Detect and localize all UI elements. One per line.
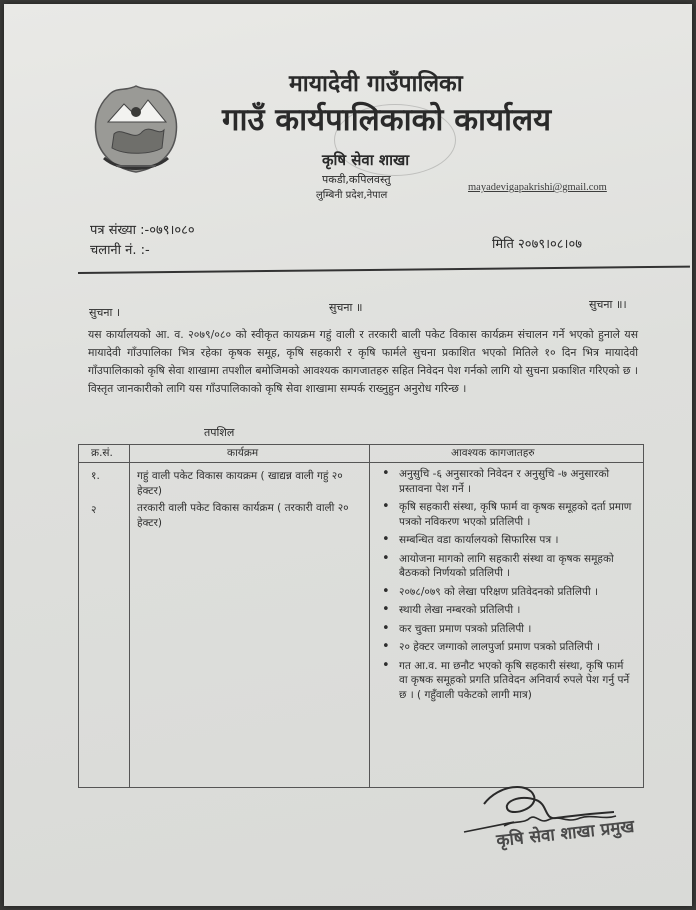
nepal-emblem-icon	[86, 82, 186, 178]
list-item: • कर चुक्ता प्रमाण पत्रको प्रतिलिपी ।	[377, 622, 635, 637]
required-documents-list	[377, 467, 635, 706]
notice-heading-right: सुचना ॥।	[589, 298, 627, 311]
email-link[interactable]: mayadevigapakrishi@gmail.com	[468, 182, 607, 193]
list-item: • २०७८/०७९ को लेखा परिक्षण प्रतिवेदनको प्रतिलिपी ।	[377, 585, 635, 600]
list-item: • आयोजना मागको लागि सहकारी संस्था वा कृषक समूहको बैठकको निर्णयको प्रतिलिपी ।	[377, 552, 635, 581]
row-1-serial: १.	[91, 470, 100, 482]
dispatch-number: चलानी नं. :-	[90, 243, 150, 258]
notice-heading-left: सुचना ।	[89, 306, 121, 319]
column-divider	[129, 445, 130, 787]
row-1-program: गहुं वाली पकेट विकास कायक्रम ( खाद्यन्न वाली गहुं २० हेक्टर)	[137, 470, 343, 497]
office-title: गाउँ कार्यपालिकाको कार्यालय	[222, 102, 552, 138]
signatory-title: कृषि सेवा शाखा प्रमुख	[495, 816, 636, 852]
header-program: कार्यक्रम	[227, 447, 259, 459]
office-name: मायादेवी गाउँपालिका	[289, 71, 463, 97]
list-item: • गत आ.व. मा छनौट भएको कृषि सहकारी संस्था, कृषि फार्म वा कृषक समूहको प्रगति प्रतिवेदन अनिवार्य रुपले पेश गर्नु पर्ने छ । ( गहुँवाली पकेटको लागी मात्र)	[377, 659, 635, 703]
requirements-table	[78, 444, 644, 788]
list-item: • सम्बन्धित वडा कार्यालयको सिफारिस पत्र ।	[377, 533, 635, 548]
column-divider	[369, 445, 370, 787]
notice-heading-middle: सुचना ॥	[329, 301, 363, 314]
header-documents: आवश्यक कागजातहरु	[451, 447, 535, 459]
reference-number: पत्र संख्या :-०७९।०८०	[90, 223, 195, 238]
header-serial: क्र.सं.	[91, 447, 113, 459]
branch-name: कृषि सेवा शाखा	[322, 151, 410, 169]
date: मिति २०७९।०८।०७	[492, 237, 582, 252]
header-divider	[78, 266, 690, 274]
row-2-program: तरकारी वाली पकेट विकास कार्यक्रम ( तरकारी वाली २० हेक्टर)	[137, 502, 349, 529]
notice-document	[4, 4, 692, 906]
address-line-2: लुम्बिनी प्रदेश,नेपाल	[316, 190, 388, 201]
notice-body: यस कार्यालयको आ. व. २०७९/०८० को स्वीकृत कायक्रम गहुं वाली र तरकारी बाली पकेट विकास कार्यक्रम संचालन गर्ने भएको हुनाले यस मायादेवी गाँउपालिका भित्र रहेका कृषक समूह, कृषि सहकारी र कृषि फार्मले सुचना प्रकाशित भएको मितिले १० दिन भित्र मायादेवी गाँउपालिकाको कृषि सेवा शाखामा तपशील बमोजिमको आवश्यक कागजातहरु सहित निवेदन पेश गर्नको लागि यो सुचना प्रकाशित गरिएको छ । विस्तृत जानकारीको लागि यस गाँउपालिकाको कृषि सेवा शाखामा सम्पर्क राख्नुहुन अनुरोध गरिन्छ ।	[88, 328, 638, 395]
row-2-serial: २	[91, 504, 97, 516]
header-divider-line	[79, 462, 643, 463]
address-line-1: पकडी,कपिलवस्तु	[322, 173, 391, 186]
list-item: • कृषि सहकारी संस्था, कृषि फार्म वा कृषक समूहको दर्ता प्रमाण पत्रको नविकरण भएको प्रतिलिपी ।	[377, 500, 635, 529]
list-item: • स्थायी लेखा नम्बरको प्रतिलिपी ।	[377, 603, 635, 618]
list-item: • अनुसुचि -६ अनुसारको निवेदन र अनुसुचि -७ अनुसारको प्रस्तावना पेश गर्ने ।	[377, 467, 635, 496]
schedule-label: तपशिल	[204, 426, 235, 439]
list-item: • २० हेक्टर जग्गाको लालपुर्जा प्रमाण पत्रको प्रतिलिपी ।	[377, 640, 635, 655]
